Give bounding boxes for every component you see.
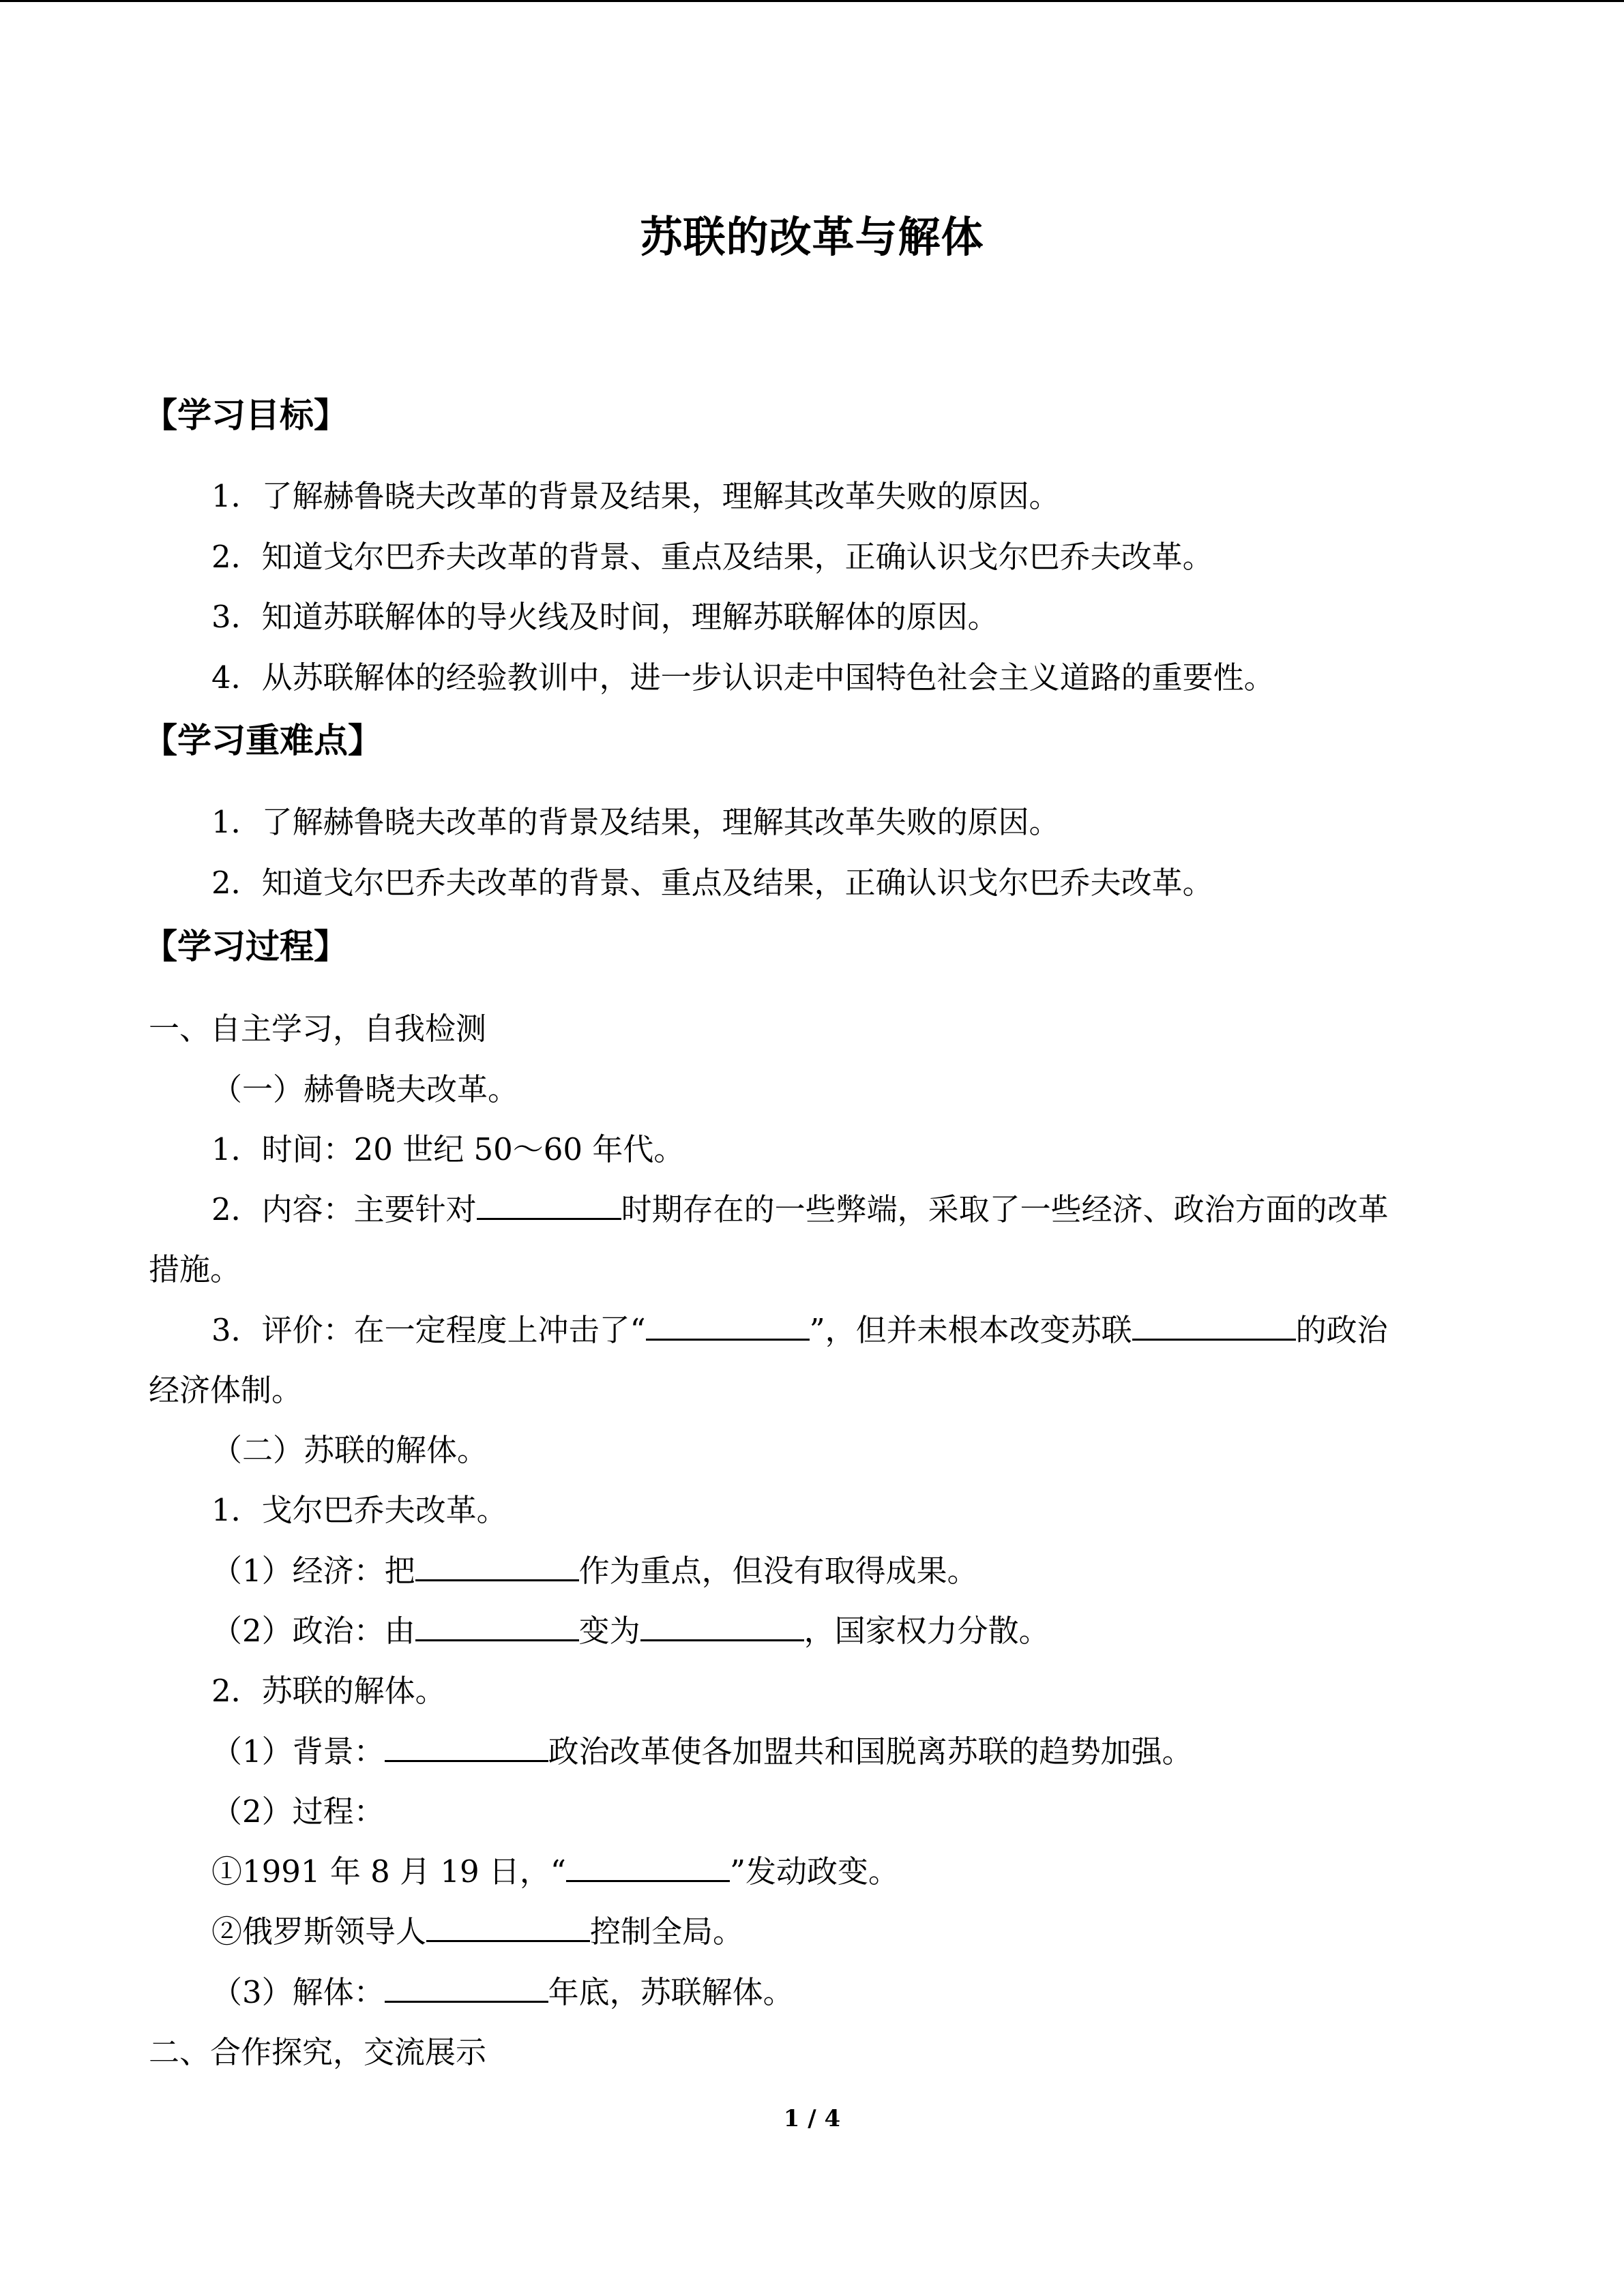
page-title: 苏联的改革与解体: [640, 212, 984, 262]
s2-background-text-b: 政治改革使各加盟共和国脱离苏联的趋势加强。: [548, 1733, 1193, 1770]
s2-process-1-line: [211, 1849, 899, 1894]
s1-eval-text-b: ”，但并未根本改变苏联: [809, 1312, 1132, 1348]
s1-eval-continued: 经济体制。: [149, 1372, 303, 1408]
s2-politics-text-c: ，国家权力分散。: [803, 1613, 1050, 1649]
s2-process-1-text-a: ①1991 年 8 月 19 日，“: [211, 1853, 566, 1890]
objective-item-2: 2．知道戈尔巴乔夫改革的背景、重点及结果，正确认识戈尔巴乔夫改革。: [211, 539, 1213, 575]
sub1-heading: （一）赫鲁晓夫改革。: [211, 1071, 519, 1107]
page-number: 1 / 4: [783, 2105, 841, 2132]
s2-gorbachev: 1．戈尔巴乔夫改革。: [211, 1492, 507, 1528]
s1-content-line: [211, 1187, 1389, 1232]
s2-dissolution: 2．苏联的解体。: [211, 1673, 446, 1709]
s2-background-text-a: （1）背景：: [211, 1733, 385, 1770]
blank-s1-eval-2[interactable]: [1132, 1311, 1296, 1341]
s2-politics-line: [211, 1609, 1050, 1654]
s2-economy-text-a: （1）经济：把: [211, 1553, 415, 1589]
blank-s2-background[interactable]: [385, 1733, 548, 1762]
s2-process-2-text-b: 控制全局。: [590, 1913, 744, 1950]
objective-item-4: 4．从苏联解体的经验教训中，进一步认识走中国特色社会主义道路的重要性。: [211, 659, 1275, 696]
blank-s2-process-2[interactable]: [426, 1913, 590, 1942]
s1-eval-line: [211, 1308, 1388, 1353]
s1-time: 1．时间：20 世纪 50～60 年代。: [211, 1131, 685, 1167]
s2-politics-text-a: （2）政治：由: [211, 1613, 415, 1649]
s2-end-line: [211, 1970, 794, 2015]
s2-end-text-a: （3）解体：: [211, 1974, 385, 2010]
s1-content-continued: 措施。: [149, 1251, 241, 1287]
s2-process: （2）过程：: [211, 1793, 385, 1830]
blank-s2-end[interactable]: [385, 1973, 548, 2003]
objective-item-3: 3．知道苏联解体的导火线及时间，理解苏联解体的原因。: [211, 599, 999, 635]
s1-eval-text-a: 3．评价：在一定程度上冲击了“: [211, 1312, 646, 1348]
blank-s2-politics-1[interactable]: [415, 1612, 579, 1641]
s2-end-text-b: 年底，苏联解体。: [548, 1974, 794, 2010]
s2-process-2-text-a: ②俄罗斯领导人: [211, 1913, 427, 1950]
blank-s1-eval-1[interactable]: [646, 1311, 810, 1341]
process-heading: 【学习过程】: [143, 927, 348, 966]
s2-politics-text-b: 变为: [578, 1613, 640, 1649]
keypoints-heading: 【学习重难点】: [143, 721, 382, 760]
s2-economy-line: [211, 1549, 978, 1594]
keypoint-item-1: 1．了解赫鲁晓夫改革的背景及结果，理解其改革失败的原因。: [211, 804, 1060, 840]
s1-content-text-a: 2．内容：主要针对: [211, 1191, 477, 1227]
blank-s2-economy[interactable]: [415, 1552, 579, 1581]
s1-content-text-b: 时期存在的一些弊端，采取了一些经济、政治方面的改革: [621, 1191, 1389, 1227]
blank-s2-process-1[interactable]: [566, 1853, 730, 1882]
s2-economy-text-b: 作为重点，但没有取得成果。: [578, 1553, 978, 1589]
part1-heading: 一、自主学习，自我检测: [149, 1011, 487, 1047]
keypoint-item-2: 2．知道戈尔巴乔夫改革的背景、重点及结果，正确认识戈尔巴乔夫改革。: [211, 865, 1213, 901]
objectives-heading: 【学习目标】: [143, 396, 348, 435]
s2-process-1-text-b: ”发动政变。: [729, 1853, 899, 1890]
blank-s1-content[interactable]: [477, 1191, 621, 1220]
s1-eval-text-c: 的政治: [1295, 1312, 1388, 1348]
s2-background-line: [211, 1729, 1193, 1774]
blank-s2-politics-2[interactable]: [640, 1612, 804, 1641]
part2-heading: 二、合作探究，交流展示: [149, 2034, 487, 2070]
s2-process-2-line: [211, 1909, 743, 1954]
objective-item-1: 1．了解赫鲁晓夫改革的背景及结果，理解其改革失败的原因。: [211, 478, 1060, 514]
sub2-heading: （二）苏联的解体。: [211, 1432, 488, 1468]
